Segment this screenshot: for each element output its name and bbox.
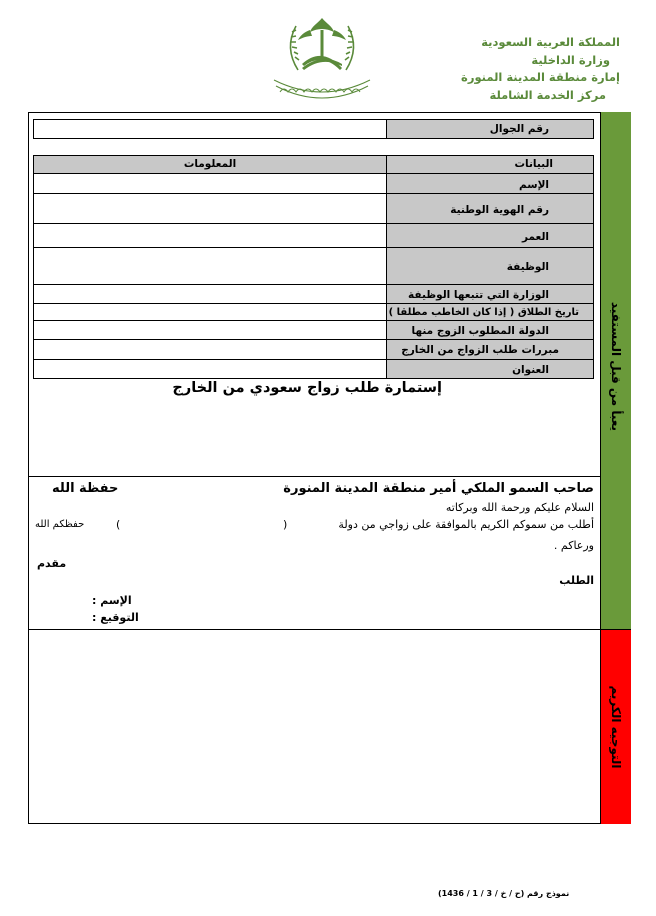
mobile-label: رقم الجوال xyxy=(386,119,594,139)
directive-section-label: التوجيه الكريم xyxy=(609,685,623,769)
applicant-section-label: يعبأ من قبل المستفيد xyxy=(609,301,623,431)
signature-label: التوقيع : xyxy=(92,611,139,624)
letter-separator xyxy=(28,476,600,477)
header-center: مركز الخدمة الشاملة xyxy=(489,88,606,102)
row-job-value[interactable] xyxy=(33,247,387,285)
applicant-label: مقدم xyxy=(37,557,67,570)
row-ministry-label: الوزارة التي تتبعها الوظيفة xyxy=(386,284,594,304)
row-divorce-label: تاريخ الطلاق ( إذا كان الخاطب مطلقا ) xyxy=(386,303,594,321)
row-job-label: الوظيفة xyxy=(386,247,594,285)
paren-open: ( xyxy=(283,518,288,531)
row-reasons-value[interactable] xyxy=(33,339,387,360)
letter-request-line: أطلب من سموكم الكريم بالموافقة على زواجي من دولة xyxy=(338,518,594,531)
row-age-label: العمر xyxy=(386,223,594,248)
row-name-label: الإسم xyxy=(386,173,594,194)
row-country-value[interactable] xyxy=(33,320,387,340)
row-name-value[interactable] xyxy=(33,173,387,194)
row-reasons-label: مبررات طلب الزواج من الخارج xyxy=(386,339,594,360)
paren-close: ) xyxy=(116,518,121,531)
closing-blessing: حفظكم الله xyxy=(35,519,85,530)
row-country-label: الدولة المطلوب الزوج منها xyxy=(386,320,594,340)
row-address-label: العنوان xyxy=(386,359,594,379)
header-kingdom: المملكة العربية السعودية xyxy=(481,35,620,49)
closing-line: ورعاكم . xyxy=(553,539,594,552)
col-info-header: المعلومات xyxy=(33,155,387,174)
request-label: الطلب xyxy=(559,574,594,587)
row-age-value[interactable] xyxy=(33,223,387,248)
row-ministry-value[interactable] xyxy=(33,284,387,304)
row-divorce-value[interactable] xyxy=(33,303,387,321)
header-ministry: وزارة الداخلية xyxy=(531,53,610,67)
row-id-value[interactable] xyxy=(33,193,387,224)
form-number: نموذج رقم (ح / خ / 3 / 1 / 1436) xyxy=(438,889,570,898)
saudi-emblem-icon xyxy=(266,8,378,112)
letter-greeting: السلام عليكم ورحمة الله وبركاته xyxy=(445,501,594,514)
mobile-value-field[interactable] xyxy=(33,119,387,139)
directive-separator xyxy=(28,629,600,630)
letter-addressee: صاحب السمو الملكي أمير منطقة المدينة المنورة xyxy=(283,481,594,496)
name-label: الإسم : xyxy=(92,594,132,607)
col-fields-header: البيانات xyxy=(386,155,594,174)
directive-area[interactable] xyxy=(30,631,598,821)
header-emirate: إمارة منطقة المدينة المنورة xyxy=(461,70,620,84)
row-id-label: رقم الهوية الوطنية xyxy=(386,193,594,224)
row-address-value[interactable] xyxy=(33,359,387,379)
form-title: إستمارة طلب زواج سعودي من الخارج xyxy=(172,380,442,396)
country-input[interactable] xyxy=(122,518,278,533)
letter-blessing: حفظة الله xyxy=(52,481,119,496)
